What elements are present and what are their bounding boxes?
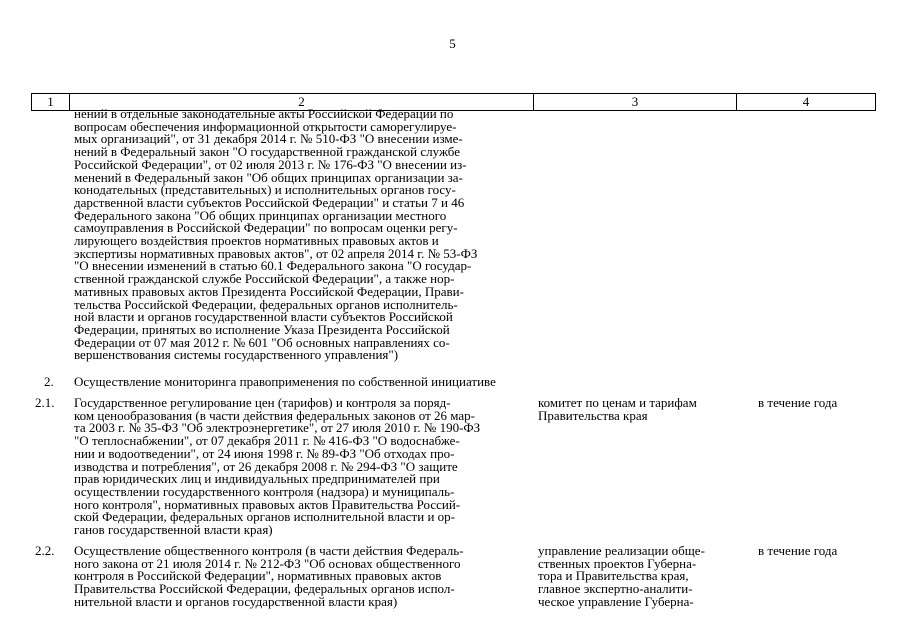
text-line: Федерации от 07 мая 2012 г. № 601 "Об основных направлениях со- — [74, 334, 450, 350]
column-4-header: 4 — [737, 94, 876, 111]
text-line: ственной гражданской службе Российской Федерации", а также нор- — [74, 271, 455, 287]
text-line: Федерации, принятых во исполнение Указа Президента Российской — [74, 321, 450, 337]
text-line: нений в отдельные законодательные акты Российской Федерации по — [74, 106, 454, 121]
row-2-1-responsible-line: комитет по ценам и тарифам — [538, 395, 697, 410]
column-1-header: 1 — [32, 94, 70, 111]
text-line: вопросам обеспечения информационной открытости саморегулируе- — [74, 118, 457, 134]
text-line: экспертизы нормативных правовых актов", от 02 апреля 2014 г. № 53-ФЗ — [74, 245, 478, 261]
text-line: Государственное регулирование цен (тарифов) и контроля за поряд- — [74, 395, 451, 410]
responsible-line: управление реализации обще- — [538, 543, 705, 558]
text-line: ного контроля", нормативных правовых актов Правительства Россий- — [74, 496, 461, 512]
text-line: ком ценообразования (в части действия федеральных законов от 26 мар- — [74, 407, 475, 423]
text-line: дарственной власти субъектов Российской Федерации" и статьи 7 и 46 — [74, 194, 465, 210]
column-3-header: 3 — [534, 94, 737, 111]
text-line: мативных правовых актов Президента Российской Федерации, Прави- — [74, 283, 464, 299]
text-line: "О теплоснабжении", от 07 декабря 2011 г. № 416-ФЗ "О водоснабже- — [74, 433, 460, 449]
responsible-line: тора и Правительства края, — [538, 568, 689, 584]
page-number: 5 — [449, 36, 456, 51]
text-line: Правительства Российской Федерации, федеральных органов испол- — [74, 581, 455, 597]
text-line: осуществлении государственного контроля (надзора) и муниципаль- — [74, 483, 455, 499]
text-line: нений в Федеральный закон "О государственной гражданской службе — [74, 144, 460, 160]
section-2-title: Осуществление мониторинга правоприменения по собственной инициативе — [74, 374, 496, 389]
section-2-number: 2. — [44, 374, 54, 389]
row-2-2-term: в течение года — [758, 543, 838, 558]
column-2-header: 2 — [70, 94, 534, 111]
responsible-line: главное экспертно-аналити- — [538, 581, 693, 597]
text-line: самоуправления в Российской Федерации" по вопросам оценки регу- — [74, 220, 458, 236]
responsible-line: ческое управление Губерна- — [538, 593, 694, 609]
text-line: лирующего воздействия проектов нормативных правовых актов и — [74, 233, 439, 248]
text-line: ской Федерации, федеральных органов исполнительной власти и ор- — [74, 509, 455, 525]
text-line: конодательных (представительных) и исполнительных органов госу- — [74, 182, 456, 198]
text-line: Федерального закона "Об общих принципах организации местного — [74, 207, 447, 223]
text-line: нительной власти и органов государственной власти края) — [74, 593, 398, 609]
text-line: "О внесении изменений в статью 60.1 Федерального закона "О государ- — [74, 258, 472, 274]
text-line: ганов государственной власти края) — [74, 522, 273, 537]
responsible-line: ственных проектов Губерна- — [538, 555, 697, 571]
text-line: изводства и потребления", от 26 декабря 2008 г. № 294-ФЗ "О защите — [74, 458, 458, 474]
row-2-1-number: 2.1. — [35, 395, 55, 410]
text-line: тельства Российской Федерации, федеральных органов исполнитель- — [74, 296, 458, 312]
row-2-1-term: в течение года — [758, 395, 838, 410]
text-line: вершенствования системы государственного управления") — [74, 347, 399, 363]
row-2-2-number: 2.2. — [35, 543, 55, 558]
text-line: мых организаций", от 31 декабря 2014 г. № 510-ФЗ "О внесении изме- — [74, 131, 463, 147]
text-line: контроля в Российской Федерации", нормативных правовых актов — [74, 568, 442, 584]
text-line: Осуществление общественного контроля (в части действия Федераль- — [74, 543, 464, 558]
row-2-1-responsible-line: Правительства края — [538, 407, 648, 423]
text-line: та 2003 г. № 35-ФЗ "Об электроэнергетике", от 27 июля 2010 г. № 190-ФЗ — [74, 420, 481, 436]
text-line: менений в Федеральный закон "Об общих принципах организации за- — [74, 169, 463, 185]
text-line: ного закона от 21 июля 2014 г. № 212-ФЗ "Об основах общественного — [74, 555, 461, 571]
text-line: ной власти и органов государственной власти субъектов Российской — [74, 309, 453, 325]
text-line: прав юридических лиц и индивидуальных предпринимателей при — [74, 471, 440, 487]
text-line: Российской Федерации", от 02 июля 2013 г. № 176-ФЗ "О внесении из- — [74, 156, 467, 172]
text-line: нии и водоотведении", от 24 июня 1998 г. № 89-ФЗ "Об отходах про- — [74, 445, 455, 461]
